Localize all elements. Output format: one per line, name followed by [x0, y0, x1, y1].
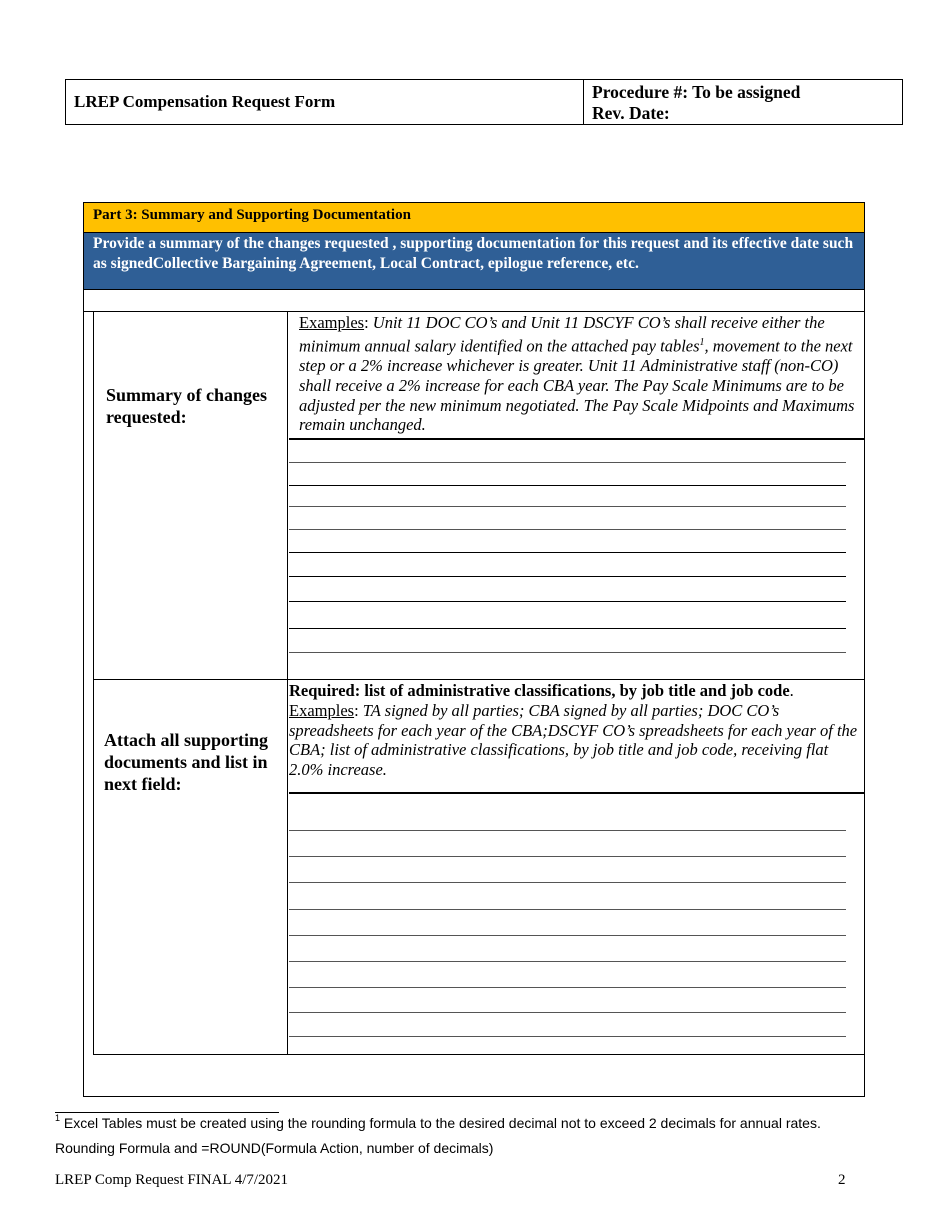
input-line[interactable] [289, 462, 846, 463]
footnote-text-1: Excel Tables must be created using the rounding formula to the desired decimal not to exceed 2 decimals for annual rates. [63, 1115, 821, 1131]
summary-input-top-border [289, 438, 864, 440]
row-divider [94, 679, 865, 680]
procedure-cell [584, 80, 902, 124]
input-line[interactable] [289, 506, 846, 507]
form-title: LREP Compensation Request Form [66, 80, 584, 124]
input-line[interactable] [289, 628, 846, 629]
input-line[interactable] [289, 529, 846, 530]
summary-example-text-a: Unit 11 DOC CO’s and Unit 11 DSCYF CO’s shall receive either the minimum annual salary identified on the attached pay tables [299, 313, 825, 356]
part3-box [83, 202, 865, 1097]
input-line[interactable] [289, 552, 846, 553]
summary-example-text-b: , movement to the next step or a 2% increase whichever is greater. Unit 11 Administrative staff (non-CO) shall receive a 2% increase for each CBA year. The Pay Scale Minimums are to be adjusted per the new minimum negotiated. The Pay Scale Midpoints and Maximums remain unchanged. [299, 336, 855, 435]
summary-examples-label: Examples [299, 313, 365, 332]
input-line[interactable] [289, 601, 846, 602]
footnote-number: 1 [55, 1113, 61, 1123]
summary-label: Summary of changes requested: [106, 385, 267, 427]
input-line[interactable] [289, 576, 846, 577]
form-grid [93, 312, 864, 1055]
page-number: 2 [838, 1172, 846, 1188]
input-line[interactable] [289, 485, 846, 486]
input-line[interactable] [289, 856, 846, 857]
procedure-number: Procedure #: To be assigned [592, 82, 801, 102]
input-line[interactable] [289, 830, 846, 831]
part3-description: Provide a summary of the changes requested , supporting documentation for this request and its effective date such as signedCollective Bargaining Agreement, Local Contract, epilogue reference, etc. [84, 233, 864, 290]
supporting-example-text: TA signed by all parties; CBA signed by all parties; DOC CO’s spreadsheets for each year of the CBA;DSCYF CO’s spreadsheets for each year of the CBA; list of administrative classifications, by job title and job code, receiving flat 2.0% increase. [289, 700, 858, 780]
footer-doc-name: LREP Comp Request FINAL 4/7/2021 [55, 1172, 289, 1188]
footnote-line-2: Rounding Formula and =ROUND(Formula Action, number of decimals) [55, 1140, 494, 1156]
footnote-rule [55, 1112, 279, 1113]
input-line[interactable] [289, 909, 846, 910]
input-line[interactable] [289, 961, 846, 962]
footnote-reference: 1 [699, 336, 705, 348]
input-line[interactable] [289, 1036, 846, 1037]
input-line[interactable] [289, 1012, 846, 1013]
input-line[interactable] [289, 987, 846, 988]
part3-title: Part 3: Summary and Supporting Documentation [84, 203, 864, 233]
rev-date: Rev. Date: [592, 103, 670, 123]
input-line[interactable] [289, 882, 846, 883]
supporting-examples-label: Examples [289, 700, 355, 720]
supporting-input-top-border [289, 792, 864, 794]
input-line[interactable] [289, 935, 846, 936]
supporting-docs-label: Attach all supporting documents and list in next field: [104, 730, 269, 794]
header-table [65, 79, 903, 125]
summary-examples: Examples: Unit 11 DOC CO’s and Unit 11 DSCYF CO’s shall receive either the minimum annual salary identified on the attached pay tables$^1$, movement to the next step or a 2% increase whichever is greater. Unit 11 Administrative staff (non-CO) shall receive a 2% increase for each CBA year. The Pay Scale Minimums are to be adjusted per the new minimum negotiated. The Pay Scale Midpoints and Maximums remain unchanged. [299, 313, 855, 435]
required-text: Required: list of administrative classifications, by job title and job code [289, 681, 790, 700]
supporting-examples: Required: list of administrative classifications, by job title and job code. Examples: TA signed by all parties; CBA signed by all parties; DOC CO’s spreadsheets for each year of the CBA;DSCYF CO’s spreadsheets for each year of the CBA; list of administrative classifications, by job title and job code, receiving flat 2.0% increase. [289, 681, 858, 780]
footnote-line-1 [55, 1115, 821, 1131]
input-line[interactable] [289, 652, 846, 653]
column-divider [287, 312, 288, 1055]
